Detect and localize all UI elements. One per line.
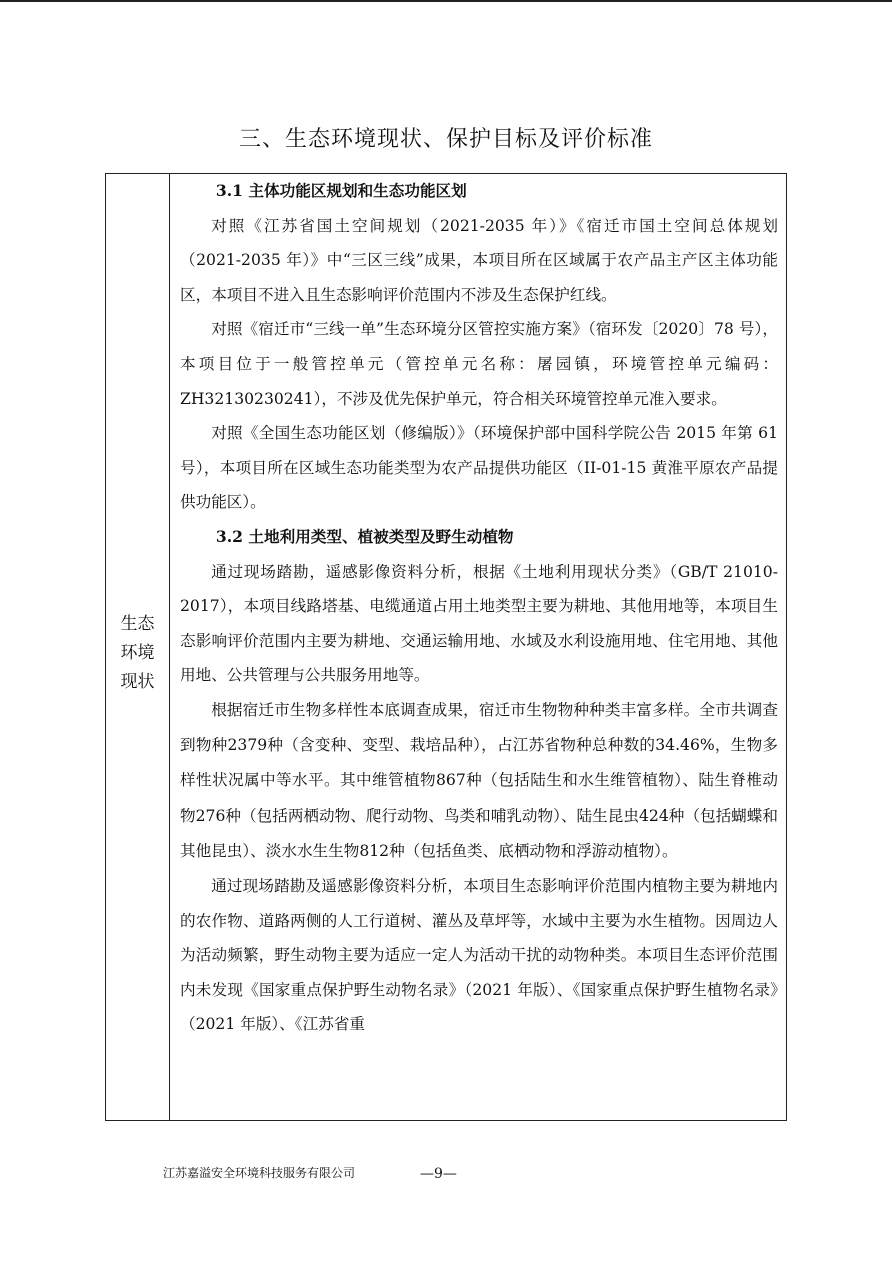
section-3-1-paragraph-2: 对照《宿迁市“三线一单”生态环境分区管控实施方案》（宿环发〔2020〕78 号），本项目位于一般管控单元（管控单元名称：屠园镇，环境管控单元编码：ZH32130230241），不涉及优先保护单元，符合相关环境管控单元准入要求。 <box>180 320 778 408</box>
section-3-2-heading: 3.2 土地利用类型、植被类型及野生动植物 <box>215 526 514 546</box>
section-3-2-paragraph-1: 通过现场踏勘，遥感影像资料分析，根据《土地利用现状分类》（GB/T 21010-2017），本项目线路塔基、电缆通道占用土地类型主要为耕地、其他用地等，本项目生态影响评价范围内主要为耕地、交通运输用地、水域及水利设施用地、住宅用地、其他用地、公共管理与公共服务用地等。 <box>180 562 778 685</box>
page-number: —9— <box>420 1166 457 1182</box>
section-3-2-paragraph-2: 根据宿迁市生物多样性本底调查成果，宿迁市生物物种种类丰富多样。全市共调查到物种2379种（含变种、变型、栽培品种），占江苏省物种总种数的34.46%，生物多样性状况属中等水平。其中维管植物867种（包括陆生和水生维管植物）、陆生脊椎动物276种（包括两栖动物、爬行动物、鸟类和哺乳动物）、陆生昆虫424种（包括蝴蝶和其他昆虫）、淡水水生生物812种（包括鱼类、底栖动物和浮游动植物）。 <box>180 700 778 860</box>
section-3-2-paragraph-3: 通过现场踏勘及遥感影像资料分析，本项目生态影响评价范围内植物主要为耕地内的农作物、道路两侧的人工行道树、灌丛及草坪等，水域中主要为水生植物。因周边人为活动频繁，野生动物主要为适应一定人为活动干扰的动物种类。本项目生态评价范围内未发现《国家重点保护野生动物名录》（2021 年版）、《国家重点保护野生植物名录》（2021 年版）、《江苏省重 <box>180 876 778 1034</box>
content-cell <box>170 174 786 1120</box>
content-table <box>105 173 787 1121</box>
section-3-1-paragraph-1: 对照《江苏省国土空间规划（2021-2035 年）》《宿迁市国土空间总体规划（2021-2035 年）》中“三区三线”成果，本项目所在区域属于农产品主产区主体功能区，本项目不进入且生态影响评价范围内不涉及生态保护红线。 <box>180 216 778 304</box>
section-3-1-heading: 3.1 主体功能区规划和生态功能区划 <box>215 181 467 200</box>
row-label <box>106 610 169 697</box>
top-border-line <box>0 0 892 2</box>
section-3-1-paragraph-3: 对照《全国生态功能区划（修编版）》（环境保护部中国科学院公告 2015 年第 61 号），本项目所在区域生态功能类型为农产品提供功能区（II-01-15 黄淮平原农产品提供功能区）。 <box>180 424 778 512</box>
row-label-line-3: 现状 <box>120 672 155 692</box>
row-label-line-1: 生态 <box>120 614 155 634</box>
footer-company: 江苏嘉溢安全环境科技服务有限公司 <box>163 1166 356 1180</box>
row-label-cell <box>106 174 170 1120</box>
row-label-line-2: 环境 <box>120 643 155 663</box>
page-title: 三、生态环境现状、保护目标及评价标准 <box>238 127 653 152</box>
